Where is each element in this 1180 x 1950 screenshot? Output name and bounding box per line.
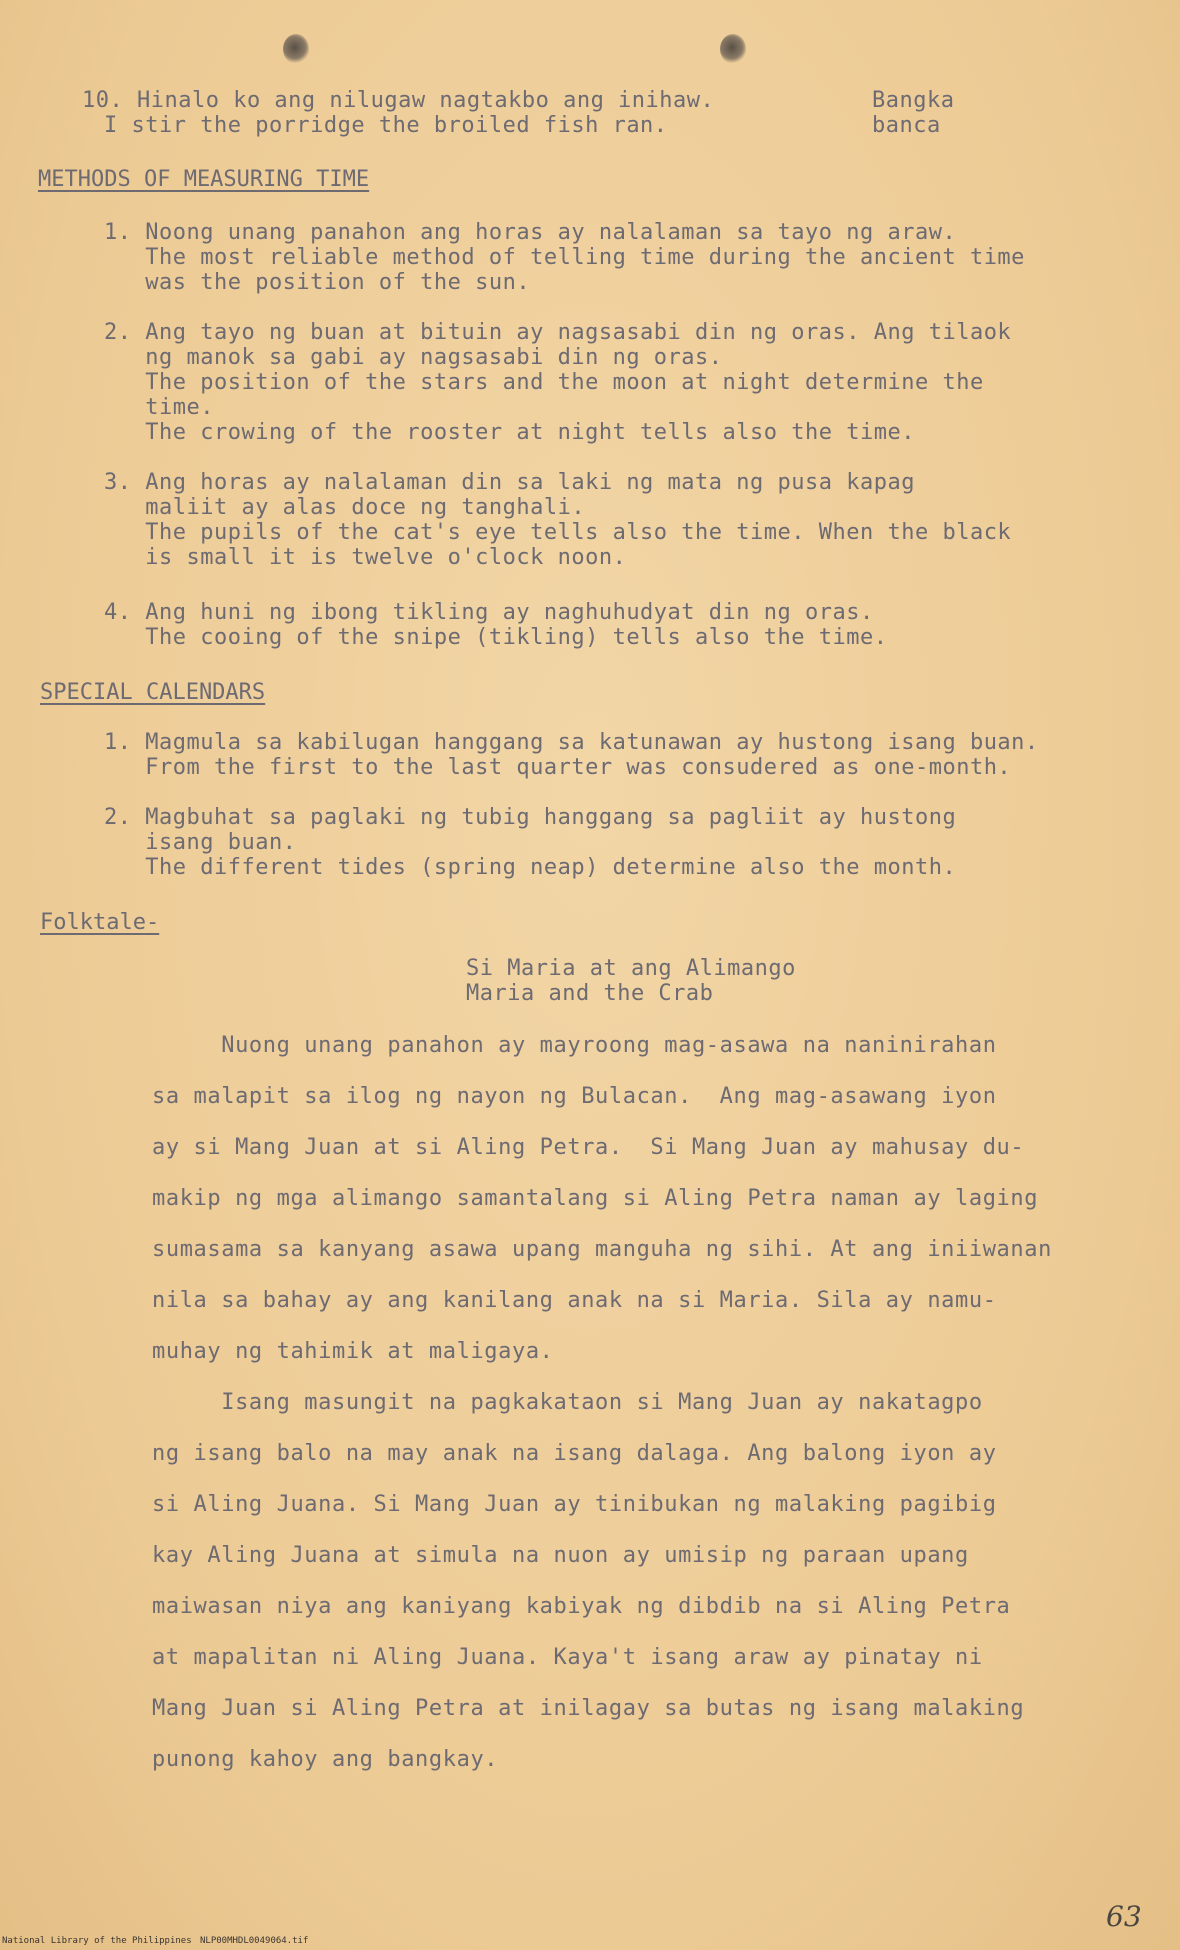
- vocab-word-english: banca: [872, 113, 941, 138]
- library-credit: National Library of the Philippines: [2, 1936, 192, 1946]
- vocab-word-tagalog: Bangka: [872, 88, 955, 113]
- story-title-english: Maria and the Crab: [466, 981, 714, 1006]
- story-line: Mang Juan si Aling Petra at inilagay sa butas ng isang malaking: [152, 1696, 1025, 1721]
- page-number: 63: [1106, 1900, 1142, 1933]
- story-line: muhay ng tahimik at maligaya.: [152, 1339, 554, 1364]
- story-line: sumasama sa kanyang asawa upang manguha ng sihi. At ang iniiwanan: [152, 1237, 1052, 1262]
- story-line: nila sa bahay ay ang kanilang anak na si Maria. Sila ay namu-: [152, 1288, 997, 1313]
- story-line: at mapalitan ni Aling Juana. Kaya't isang araw ay pinatay ni: [152, 1645, 983, 1670]
- measuring-item-1: 1. Noong unang panahon ang horas ay nalalaman sa tayo ng araw. The most reliable method of telling time during the ancient time was the position of the sun.: [104, 220, 1025, 295]
- measuring-item-4: 4. Ang huni ng ibong tikling ay naghuhudyat din ng oras. The cooing of the snipe (tikling) tells also the time.: [104, 600, 888, 650]
- scan-filename: NLP00MHDL0049064.tif: [200, 1936, 309, 1946]
- item10-tagalog: 10. Hinalo ko ang nilugaw nagtakbo ang inihaw.: [82, 88, 715, 113]
- story-line: sa malapit sa ilog ng nayon ng Bulacan. Ang mag-asawang iyon: [152, 1084, 997, 1109]
- punch-hole-right: [720, 34, 746, 64]
- story-line: makip ng mga alimango samantalang si Aling Petra naman ay laging: [152, 1186, 1039, 1211]
- story-line: maiwasan niya ang kaniyang kabiyak ng dibdib na si Aling Petra: [152, 1594, 1011, 1619]
- measuring-item-3: 3. Ang horas ay nalalaman din sa laki ng mata ng pusa kapag maliit ay alas doce ng tanghali. The pupils of the cat's eye tells also the time. When the black is small it is twelve o'clock noon.: [104, 470, 1012, 570]
- story-line: ng isang balo na may anak na isang dalaga. Ang balong iyon ay: [152, 1441, 997, 1466]
- story-line: kay Aling Juana at simula na nuon ay umisip ng paraan upang: [152, 1543, 969, 1568]
- story-line: punong kahoy ang bangkay.: [152, 1747, 499, 1772]
- calendar-item-2: 2. Magbuhat sa paglaki ng tubig hanggang sa pagliit ay hustong isang buan. The different tides (spring neap) determine also the month.: [104, 805, 957, 880]
- story-line: ay si Mang Juan at si Aling Petra. Si Mang Juan ay mahusay du-: [152, 1135, 1025, 1160]
- story-line: Isang masungit na pagkakataon si Mang Juan ay nakatagpo: [152, 1390, 983, 1415]
- story-line: Nuong unang panahon ay mayroong mag-asawa na naninirahan: [152, 1033, 997, 1058]
- punch-hole-left: [283, 34, 309, 64]
- section-heading-folktale: Folktale-: [40, 910, 160, 935]
- item10-english: I stir the porridge the broiled fish ran.: [104, 113, 668, 138]
- section-heading-measuring-time: METHODS OF MEASURING TIME: [38, 167, 370, 192]
- story-title-tagalog: Si Maria at ang Alimango: [466, 956, 796, 981]
- section-heading-special-calendars: SPECIAL CALENDARS: [40, 680, 266, 705]
- calendar-item-1: 1. Magmula sa kabilugan hanggang sa katunawan ay hustong isang buan. From the first to the last quarter was consudered as one-month.: [104, 730, 1039, 780]
- story-line: si Aling Juana. Si Mang Juan ay tinibukan ng malaking pagibig: [152, 1492, 997, 1517]
- measuring-item-2: 2. Ang tayo ng buan at bituin ay nagsasabi din ng oras. Ang tilaok ng manok sa gabi ay nagsasabi din ng oras. The position of the stars and the moon at night determine the time. The crowing of the rooster at night tells also the time.: [104, 320, 1012, 445]
